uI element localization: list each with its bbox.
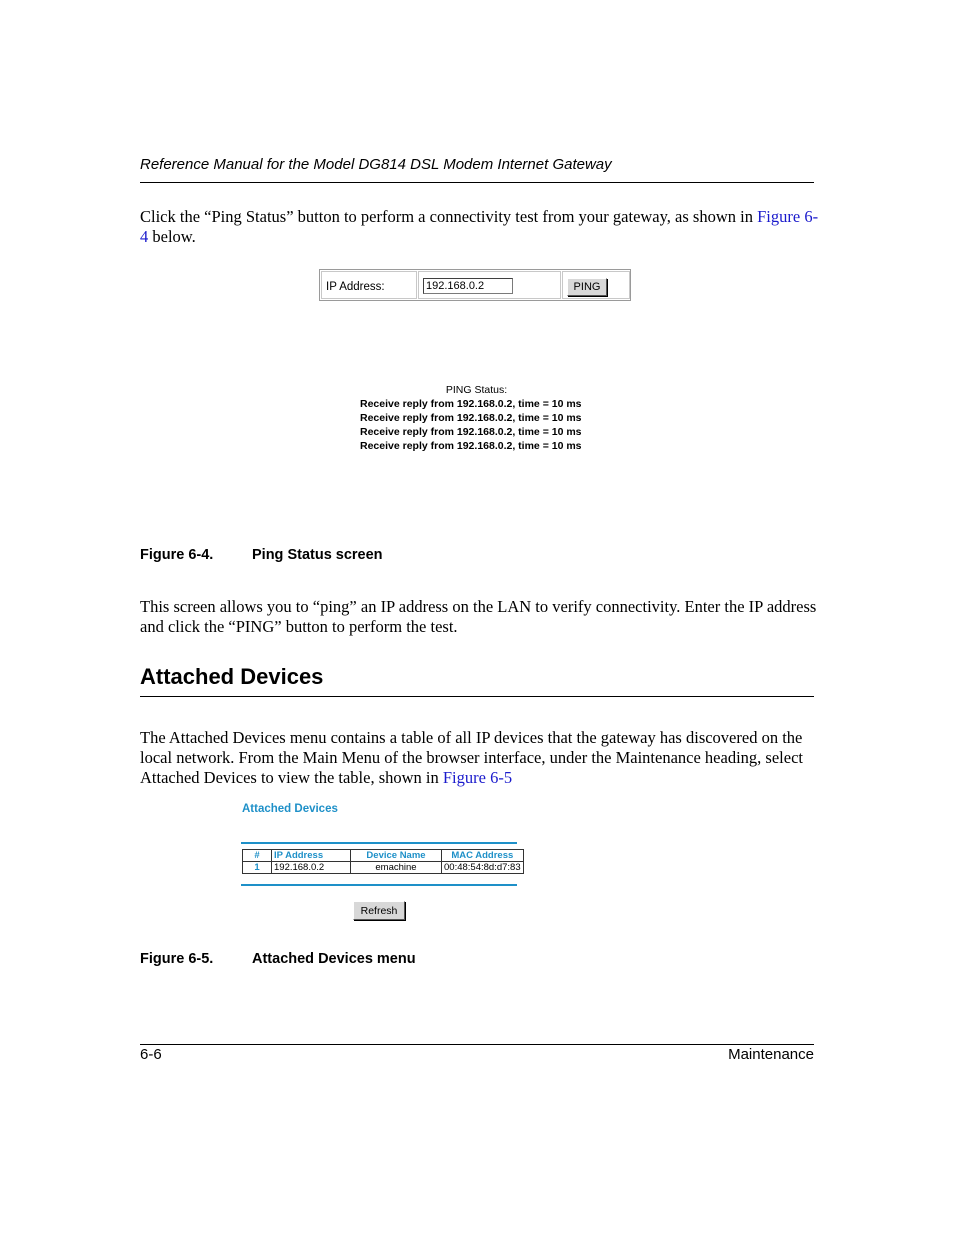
ping-status-title: PING Status: [445,384,508,396]
refresh-button[interactable]: Refresh [353,901,405,920]
ping-reply-line: Receive reply from 192.168.0.2, time = 10 ms [360,398,582,410]
intro-text: Click the “Ping Status” button to perform a connectivity test from your gateway, as shown in [140,207,758,226]
figure-title: Attached Devices menu [252,951,416,967]
ping-button-cell [562,271,630,299]
table-row [243,862,524,874]
figure-number: Figure 6-5. [140,951,214,967]
ping-explanation-paragraph: This screen allows you to “ping” an IP address on the LAN to verify connectivity. Enter the IP address and click the “PING” button to perform the test. [140,597,817,636]
column-header-device-name: Device Name [351,850,442,862]
footer-rule [140,1044,814,1045]
column-header-mac: MAC Address [442,850,524,862]
ping-button[interactable]: PING [567,278,607,296]
column-header-number: # [243,850,272,862]
attached-devices-title: Attached Devices [242,803,338,815]
attached-devices-table [242,849,524,874]
table-header-row [243,850,524,862]
section-text: The Attached Devices menu contains a table of all IP devices that the gateway has discovered on the local network. From the Main Menu of the browser interface, under the Maintenance heading, select Attached Devices to view the table, shown in [140,728,803,787]
ping-input-cell [418,271,561,299]
chapter-name: Maintenance [728,1046,814,1063]
table-top-bar [241,842,517,844]
row-device-name: emachine [351,862,442,874]
page-number: 6-6 [140,1046,162,1063]
attached-devices-paragraph [140,728,820,788]
section-rule [140,696,814,697]
row-ip-address: 192.168.0.2 [272,862,351,874]
figure-6-5-link[interactable]: Figure 6-5 [442,768,513,787]
intro-text-end: below. [148,227,196,246]
figure-number: Figure 6-4. [140,547,214,563]
figure-6-4-caption [140,547,540,563]
ping-reply-line: Receive reply from 192.168.0.2, time = 10 ms [360,412,582,424]
ip-address-input[interactable] [423,278,513,294]
figure-title: Ping Status screen [252,547,383,563]
ping-reply-line: Receive reply from 192.168.0.2, time = 10 ms [360,440,582,452]
running-header-title: Reference Manual for the Model DG814 DSL Modem Internet Gateway [140,156,612,173]
header-rule [140,182,814,183]
ping-status-output [354,384,599,453]
row-mac-address: 00:48:54:8d:d7:83 [442,862,524,874]
table-bottom-bar [241,884,517,886]
figure-6-4-link[interactable]: Figure 6-4 [140,207,819,246]
ping-reply-line: Receive reply from 192.168.0.2, time = 10 ms [360,426,582,438]
section-heading: Attached Devices [140,664,324,689]
figure-6-5-caption [140,951,540,967]
intro-paragraph [140,207,820,247]
ping-form [319,269,631,301]
ping-label-cell [321,271,417,299]
ip-address-label: IP Address: [326,281,385,293]
row-number: 1 [243,862,272,874]
column-header-ip: IP Address [272,850,351,862]
